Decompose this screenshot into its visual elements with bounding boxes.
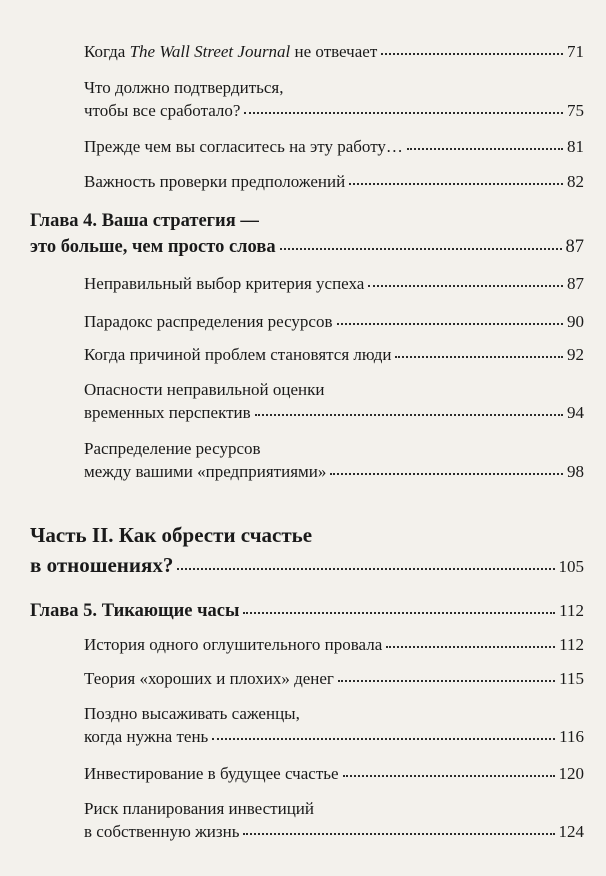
toc-entry-title-line1: Опасности неправильной оценки: [84, 380, 325, 399]
toc-entry-page: 87: [567, 274, 584, 293]
toc-entry: [84, 135, 584, 158]
toc-entry-page: 116: [559, 727, 584, 746]
toc-entry-page: 120: [558, 764, 584, 783]
toc-entry: [84, 762, 584, 785]
toc-entry-title: Когда The Wall Street Journal не отвечает: [84, 42, 378, 61]
toc-entry: [84, 343, 584, 366]
leader-dots: [212, 737, 555, 740]
leader-dots: [349, 182, 563, 185]
toc-entry-title: Важность проверки предположений: [84, 172, 346, 191]
toc-entry-title-line1: Что должно подтвердиться,: [84, 78, 284, 97]
toc-entry-page: 81: [567, 137, 584, 156]
toc-entry-title-line2: чтобы все сработало?: [84, 101, 241, 120]
leader-dots: [280, 247, 562, 250]
leader-dots: [343, 774, 555, 777]
leader-dots: [330, 472, 563, 475]
toc-entry-page: 87: [565, 237, 584, 257]
chapter-label: Глава 5.: [30, 601, 98, 621]
toc-entry: [84, 633, 584, 656]
leader-dots: [386, 645, 555, 648]
toc-entry-title-line1: Риск планирования инвестиций: [84, 799, 314, 818]
toc-entry-title: Неправильный выбор критерия успеха: [84, 274, 365, 293]
part-heading: [30, 520, 584, 582]
chapter-title-line2: это больше, чем просто слова: [30, 237, 276, 257]
toc-entry-title: Прежде чем вы согласитесь на эту работу…: [84, 137, 403, 156]
toc-entry: [84, 76, 584, 122]
toc-entry: [84, 378, 584, 424]
toc-entry-page: 94: [567, 403, 584, 422]
toc-entry-page: 92: [567, 345, 584, 364]
toc-entry: [84, 170, 584, 193]
toc-entry-title-line2: в собственную жизнь: [84, 822, 240, 841]
leader-dots: [243, 611, 555, 614]
toc-entry-title-line2: когда нужна тень: [84, 727, 209, 746]
toc-entry: [84, 797, 584, 843]
leader-dots: [243, 832, 554, 835]
toc-entry-title: Когда причиной проблем становятся люди: [84, 345, 392, 364]
toc-entry: [84, 310, 584, 333]
toc-entry-title-line2: между вашими «предприятиями»: [84, 462, 327, 481]
toc-entry-page: 112: [559, 635, 584, 654]
leader-dots: [255, 413, 563, 416]
toc-entry-page: 124: [558, 822, 584, 841]
toc-entry-title: Парадокс распределения ресурсов: [84, 312, 333, 331]
toc-entry-title: История одного оглушительного провала: [84, 635, 383, 654]
toc-entry-page: 112: [559, 601, 584, 620]
toc-entry-title-line1: Поздно высаживать саженцы,: [84, 704, 300, 723]
leader-dots: [368, 284, 563, 287]
chapter-title: Глава 5. Тикающие часы: [30, 601, 240, 621]
toc-entry-page: 90: [567, 312, 584, 331]
leader-dots: [244, 111, 563, 114]
toc-entry: [84, 272, 584, 295]
toc-entry-page: 115: [559, 669, 584, 688]
leader-dots: [337, 322, 563, 325]
chapter-heading: [30, 208, 584, 260]
chapter-label: Глава 4.: [30, 211, 98, 231]
chapter-heading: [30, 598, 584, 624]
toc-entry-title: Инвестирование в будущее счастье: [84, 764, 339, 783]
part-title-line1: Часть II. Как обрести счастье: [30, 523, 313, 547]
toc-entry-page: 82: [567, 172, 584, 191]
leader-dots: [381, 52, 563, 55]
leader-dots: [338, 679, 555, 682]
leader-dots: [177, 567, 554, 570]
part-title-line2: в отношениях?: [30, 553, 174, 577]
toc-entry-title-line1: Распределение ресурсов: [84, 439, 261, 458]
toc-entry-page: 105: [558, 557, 584, 576]
toc-entry-title-line2: временных перспектив: [84, 403, 251, 422]
toc-entry-page: 71: [567, 42, 584, 61]
chapter-title-line1: Ваша стратегия —: [97, 211, 259, 231]
leader-dots: [407, 147, 563, 150]
toc-entry: [84, 437, 584, 483]
toc-entry: [84, 667, 584, 690]
toc-entry: [84, 702, 584, 748]
toc-entry-page: 98: [567, 462, 584, 481]
toc-entry: [84, 40, 584, 63]
toc-entry-page: 75: [567, 101, 584, 120]
toc-entry-title: Теория «хороших и плохих» денег: [84, 669, 334, 688]
leader-dots: [395, 355, 563, 358]
